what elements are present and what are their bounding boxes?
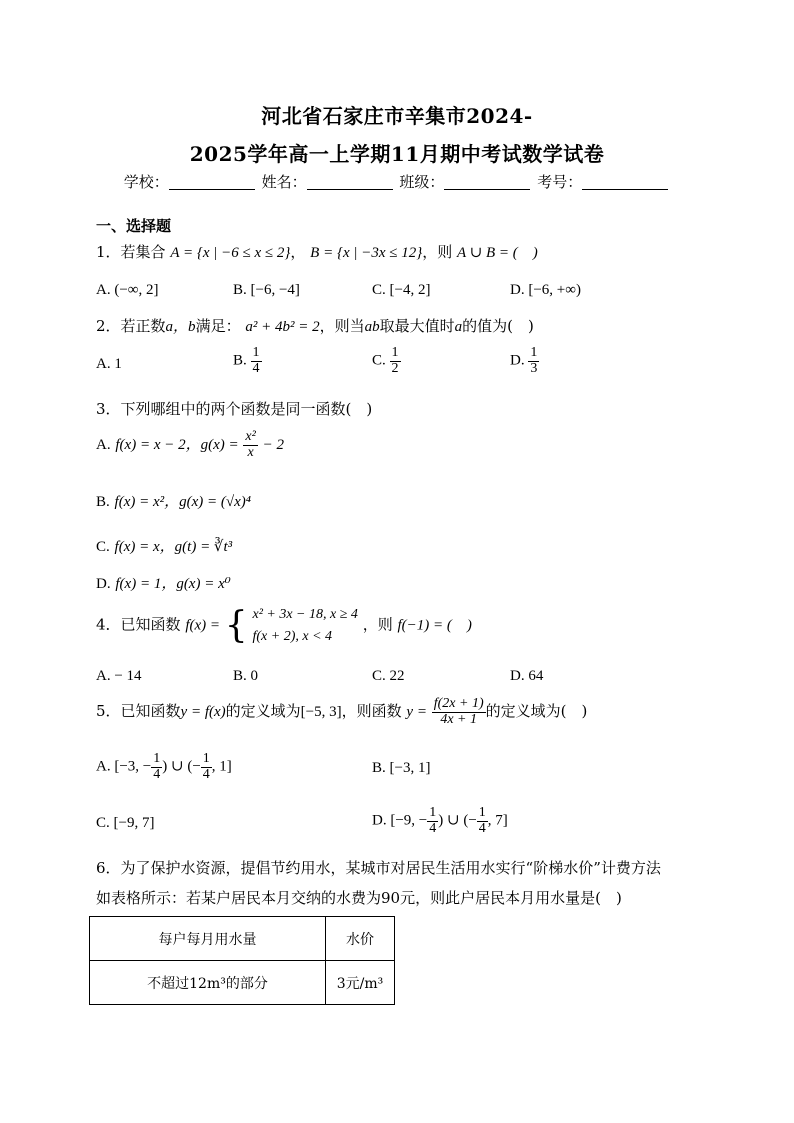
q2-option-b[interactable]	[233, 346, 262, 376]
q5-option-b[interactable]: B. [−3, 1]	[372, 760, 431, 776]
water-price-table	[89, 916, 395, 1005]
class-blank[interactable]	[444, 175, 530, 190]
numerator: 1	[478, 805, 486, 820]
q5-option-a-left: [−3, −	[114, 758, 152, 775]
q4-stem-a: 4．已知函数	[96, 615, 181, 634]
table-row	[90, 961, 395, 1005]
q3-option-a-prefix: A.	[96, 437, 111, 454]
q5-domain: [−5, 3]	[300, 704, 342, 721]
class-label: 班级：	[399, 173, 445, 191]
q4-option-a[interactable]: A. − 14	[96, 668, 142, 684]
numerator: 1	[530, 345, 538, 360]
q3-option-a-f: f(x) = x − 2	[115, 437, 186, 454]
numerator: 1	[202, 751, 210, 766]
q4-function: f(x) =	[185, 617, 221, 634]
q3-option-c-prefix: C.	[96, 539, 110, 555]
q3-option-d-g: ，g(x) = x⁰	[161, 576, 231, 592]
q5-option-d-mid: ) ∪ (−	[438, 812, 477, 829]
q5-option-d-left: [−9, −	[390, 812, 428, 829]
q3-option-a-g: ，g(x) =	[185, 437, 239, 454]
question-5	[96, 697, 587, 727]
numerator: 1	[153, 751, 161, 766]
question-6-line-1: 6．为了保护水资源，提倡节约用水，某城市对居民生活用水实行“阶梯水价”计费方法	[96, 859, 661, 877]
q2-stem-d: ，则当	[319, 317, 365, 335]
q2-stem-c: 满足：	[195, 317, 241, 335]
q5-option-a-frac1	[151, 752, 162, 782]
q1-option-a[interactable]: A. (−∞, 2]	[96, 282, 159, 298]
q1-stem: 1．若集合	[96, 243, 166, 261]
q4-option-b[interactable]: B. 0	[233, 668, 259, 684]
q1-option-b[interactable]: B. [−6, −4]	[233, 282, 300, 298]
table-header-row	[90, 917, 395, 961]
q1-option-d[interactable]: D. [−6, +∞)	[510, 282, 581, 298]
denominator: 4	[478, 820, 486, 836]
q3-option-b-f: f(x) = x²	[114, 494, 165, 510]
numerator: 1	[252, 345, 260, 360]
q2-option-b-fraction	[251, 346, 262, 376]
q2-option-a[interactable]: A. 1	[96, 356, 122, 372]
q4-case-2: f(x + 2), x < 4	[252, 628, 333, 644]
q2-stem-e: 取最大值时	[379, 317, 455, 335]
q4-option-d[interactable]: D. 64	[510, 668, 544, 684]
section-title: 一、选择题	[96, 217, 172, 235]
q4-stem-b: ，则	[362, 615, 393, 634]
q2-stem-f: 的值为( )	[462, 317, 534, 335]
q3-option-d-f: f(x) = 1	[115, 576, 162, 592]
student-info-line	[0, 171, 794, 192]
table-header-usage: 每户每月用水量	[90, 917, 326, 961]
q5-option-d-frac1	[427, 806, 438, 836]
q1-stem-b: ，则	[422, 243, 453, 261]
denominator: 4	[429, 820, 437, 836]
q1-set-b: B = {x | −3x ≤ 12}	[310, 245, 423, 261]
number-blank[interactable]	[582, 175, 668, 190]
q2-ab: ab	[364, 319, 380, 335]
q5-y: y =	[406, 704, 427, 721]
q2-option-c[interactable]	[372, 346, 401, 376]
q2-option-c-prefix: C.	[372, 352, 386, 369]
q1-separator: ，	[290, 243, 306, 261]
denominator: 3	[530, 360, 538, 376]
q5-stem-a: 5．已知函数	[96, 702, 181, 721]
q2-equation: a² + 4b² = 2	[245, 319, 320, 335]
q4-option-c[interactable]: C. 22	[372, 668, 405, 684]
q1-option-c[interactable]: C. [−4, 2]	[372, 282, 431, 298]
q1-expression: A ∪ B = ( )	[457, 245, 538, 261]
q3-option-b-prefix: B.	[96, 494, 110, 510]
numerator: f(2x + 1)	[433, 696, 484, 711]
q5-option-a-prefix: A.	[96, 758, 111, 775]
q5-option-a-mid: ) ∪ (−	[162, 758, 201, 775]
q3-option-c-g: ，g(t) = ∛t³	[159, 539, 233, 555]
q1-set-a: A = {x | −6 ≤ x ≤ 2}	[170, 245, 291, 261]
q5-option-d-frac2	[477, 806, 488, 836]
q2-a: a	[454, 319, 463, 335]
q5-stem-d: 的定义域为( )	[485, 702, 588, 721]
question-1	[96, 241, 538, 262]
q3-option-c[interactable]	[96, 535, 232, 556]
q4-expression: f(−1) = ( )	[397, 617, 472, 634]
q5-option-c[interactable]: C. [−9, 7]	[96, 815, 155, 831]
q3-option-a-tail: − 2	[262, 437, 284, 454]
q3-option-b-g: ，g(x) = (√x)⁴	[164, 494, 252, 510]
q3-option-c-f: f(x) = x	[114, 539, 160, 555]
table-cell-price: 3元/m³	[326, 961, 395, 1005]
question-2	[96, 315, 534, 336]
q5-option-a[interactable]	[96, 752, 232, 782]
q2-option-c-fraction	[390, 346, 401, 376]
q3-option-a[interactable]	[96, 430, 284, 460]
q2-option-d-fraction	[528, 346, 539, 376]
table-cell-usage: 不超过12m³的部分	[90, 961, 326, 1005]
q5-option-d-prefix: D.	[372, 812, 387, 829]
denominator: 4	[153, 766, 161, 782]
q3-option-d-prefix: D.	[96, 576, 111, 592]
numerator: 1	[391, 345, 399, 360]
q2-stem-a: 2．若正数	[96, 317, 166, 335]
q3-option-d[interactable]	[96, 572, 231, 593]
denominator: 2	[391, 360, 399, 376]
question-3: 3．下列哪组中的两个函数是同一函数( )	[96, 400, 373, 418]
q5-option-a-frac2	[201, 752, 212, 782]
exam-title-line2: 2025学年高一上学期11月期中考试数学试卷	[189, 142, 605, 166]
q4-brace: {	[224, 604, 248, 646]
q4-case-1: x² + 3x − 18, x ≥ 4	[252, 607, 358, 622]
q3-option-a-fraction	[243, 430, 257, 460]
denominator: 4	[252, 360, 260, 376]
denominator: 4x + 1	[440, 711, 477, 727]
q2-vars: a，b	[165, 319, 196, 335]
question-6-line-2: 如表格所示：若某户居民本月交纳的水费为90元，则此户居民本月用水量是( )	[96, 889, 622, 907]
denominator: x	[247, 444, 254, 460]
q3-option-b[interactable]	[96, 490, 251, 511]
q5-option-a-right: , 1]	[211, 758, 232, 775]
q2-option-d-prefix: D.	[510, 352, 525, 369]
q2-option-d[interactable]	[510, 346, 539, 376]
q5-stem-c: ，则函数	[341, 702, 402, 721]
school-blank[interactable]	[169, 175, 255, 190]
q4-cases	[252, 604, 357, 647]
school-label: 学校：	[123, 173, 169, 191]
q5-option-d[interactable]	[372, 806, 508, 836]
numerator: 1	[429, 805, 437, 820]
numerator: x²	[245, 429, 256, 444]
table-header-price: 水价	[326, 917, 395, 961]
q5-stem-b: 的定义域为	[225, 702, 301, 721]
q5-fraction	[432, 697, 486, 727]
denominator: 4	[202, 766, 210, 782]
exam-title-line1: 河北省石家庄市辛集市2024-	[261, 104, 533, 128]
name-label: 姓名：	[261, 173, 307, 191]
q5-option-d-right: , 7]	[487, 812, 508, 829]
number-label: 考号：	[537, 173, 583, 191]
name-blank[interactable]	[307, 175, 393, 190]
q2-option-b-prefix: B.	[233, 352, 247, 369]
question-4	[96, 604, 472, 647]
q5-function: y = f(x)	[180, 704, 226, 721]
